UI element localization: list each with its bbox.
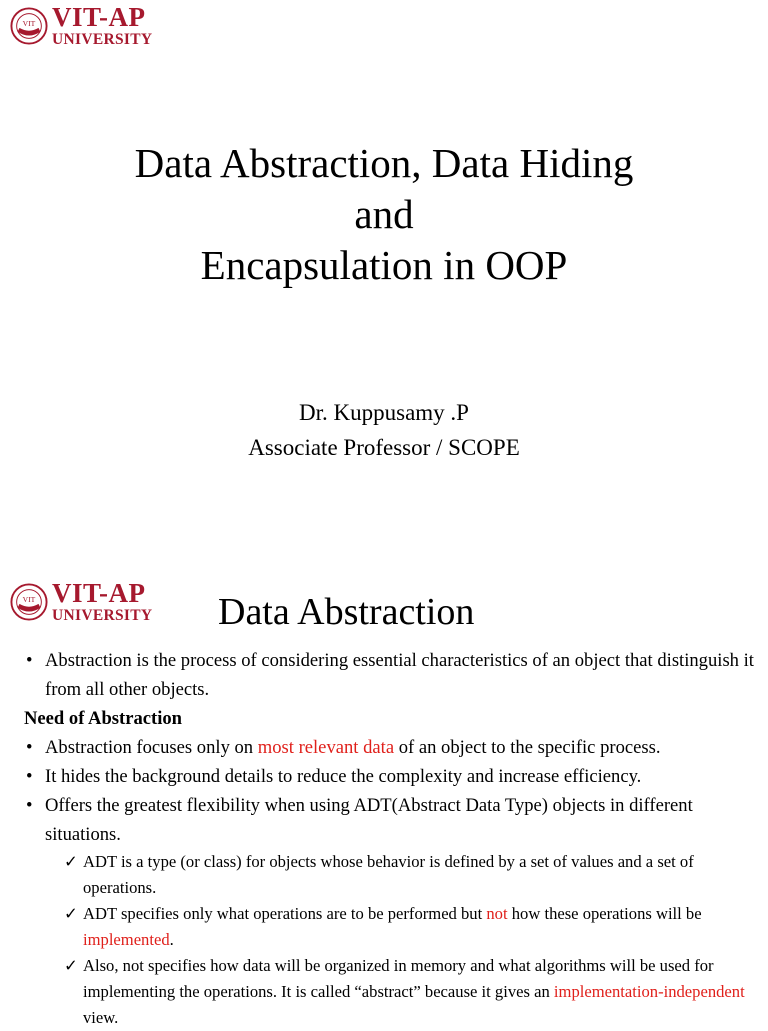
author-role: Associate Professor / SCOPE bbox=[248, 435, 520, 460]
check-text: . bbox=[169, 930, 174, 949]
university-seal-icon bbox=[10, 583, 48, 621]
check-item-abstract-view bbox=[64, 953, 759, 1031]
presentation-title bbox=[0, 138, 768, 291]
bullet-relevant-data bbox=[24, 733, 759, 762]
bullet-definition: • Abstraction is the process of considering essential characteristics of an object that distinguish it from all other objects. bbox=[24, 646, 759, 704]
logo-name: VIT-AP bbox=[52, 578, 146, 608]
title-line-1: Data Abstraction, Data Hiding bbox=[134, 140, 634, 186]
seal-text: VIT bbox=[22, 594, 36, 604]
university-logo bbox=[10, 580, 152, 624]
checkmark-icon: ✓ bbox=[64, 852, 78, 871]
highlight-text: not bbox=[486, 904, 508, 923]
check-text: Also, not specifies how data will be organized in memory and what algorithms will be used for implementing the operations. It is called “abstract” because it gives an bbox=[83, 956, 714, 1001]
checkmark-icon: ✓ bbox=[64, 904, 78, 923]
bullet-flexibility: • Offers the greatest flexibility when using ADT(Abstract Data Type) objects in different situations. bbox=[24, 791, 759, 849]
check-text: view. bbox=[83, 1008, 119, 1027]
check-item-adt-definition bbox=[64, 849, 759, 901]
check-list bbox=[64, 849, 759, 1031]
title-line-2: and bbox=[354, 191, 414, 237]
check-text: how these operations will be bbox=[507, 904, 702, 923]
content-slide bbox=[0, 560, 768, 1027]
highlight-text: implementation-independent bbox=[553, 982, 745, 1001]
university-logo bbox=[10, 4, 152, 48]
slide-title: Data Abstraction bbox=[218, 591, 475, 633]
seal-text: VIT bbox=[22, 18, 36, 28]
bullet-text: of an object to the specific process. bbox=[394, 737, 661, 758]
highlight-text: most relevant data bbox=[257, 737, 395, 758]
check-item-adt-operations bbox=[64, 901, 759, 953]
title-line-3: Encapsulation in OOP bbox=[200, 242, 568, 288]
check-text: ADT specifies only what operations are to be performed but bbox=[83, 904, 487, 923]
logo-name: VIT-AP bbox=[52, 2, 146, 32]
subheading: Need of Abstraction bbox=[24, 708, 183, 729]
bullet-text: Abstraction focuses only on bbox=[45, 737, 258, 758]
university-seal-icon bbox=[10, 7, 48, 45]
logo-subname: UNIVERSITY bbox=[52, 607, 153, 624]
checkmark-icon: ✓ bbox=[64, 956, 78, 975]
highlight-text: implemented bbox=[83, 930, 170, 949]
bullet-hides-details: • It hides the background details to reduce the complexity and increase efficiency. bbox=[24, 762, 759, 791]
author-name: Dr. Kuppusamy .P bbox=[299, 400, 469, 425]
check-text: ADT is a type (or class) for objects whose behavior is defined by a set of values and a set of operations. bbox=[83, 852, 694, 897]
slide-body bbox=[24, 646, 759, 1031]
author-block bbox=[0, 395, 768, 465]
logo-subname: UNIVERSITY bbox=[52, 31, 153, 48]
